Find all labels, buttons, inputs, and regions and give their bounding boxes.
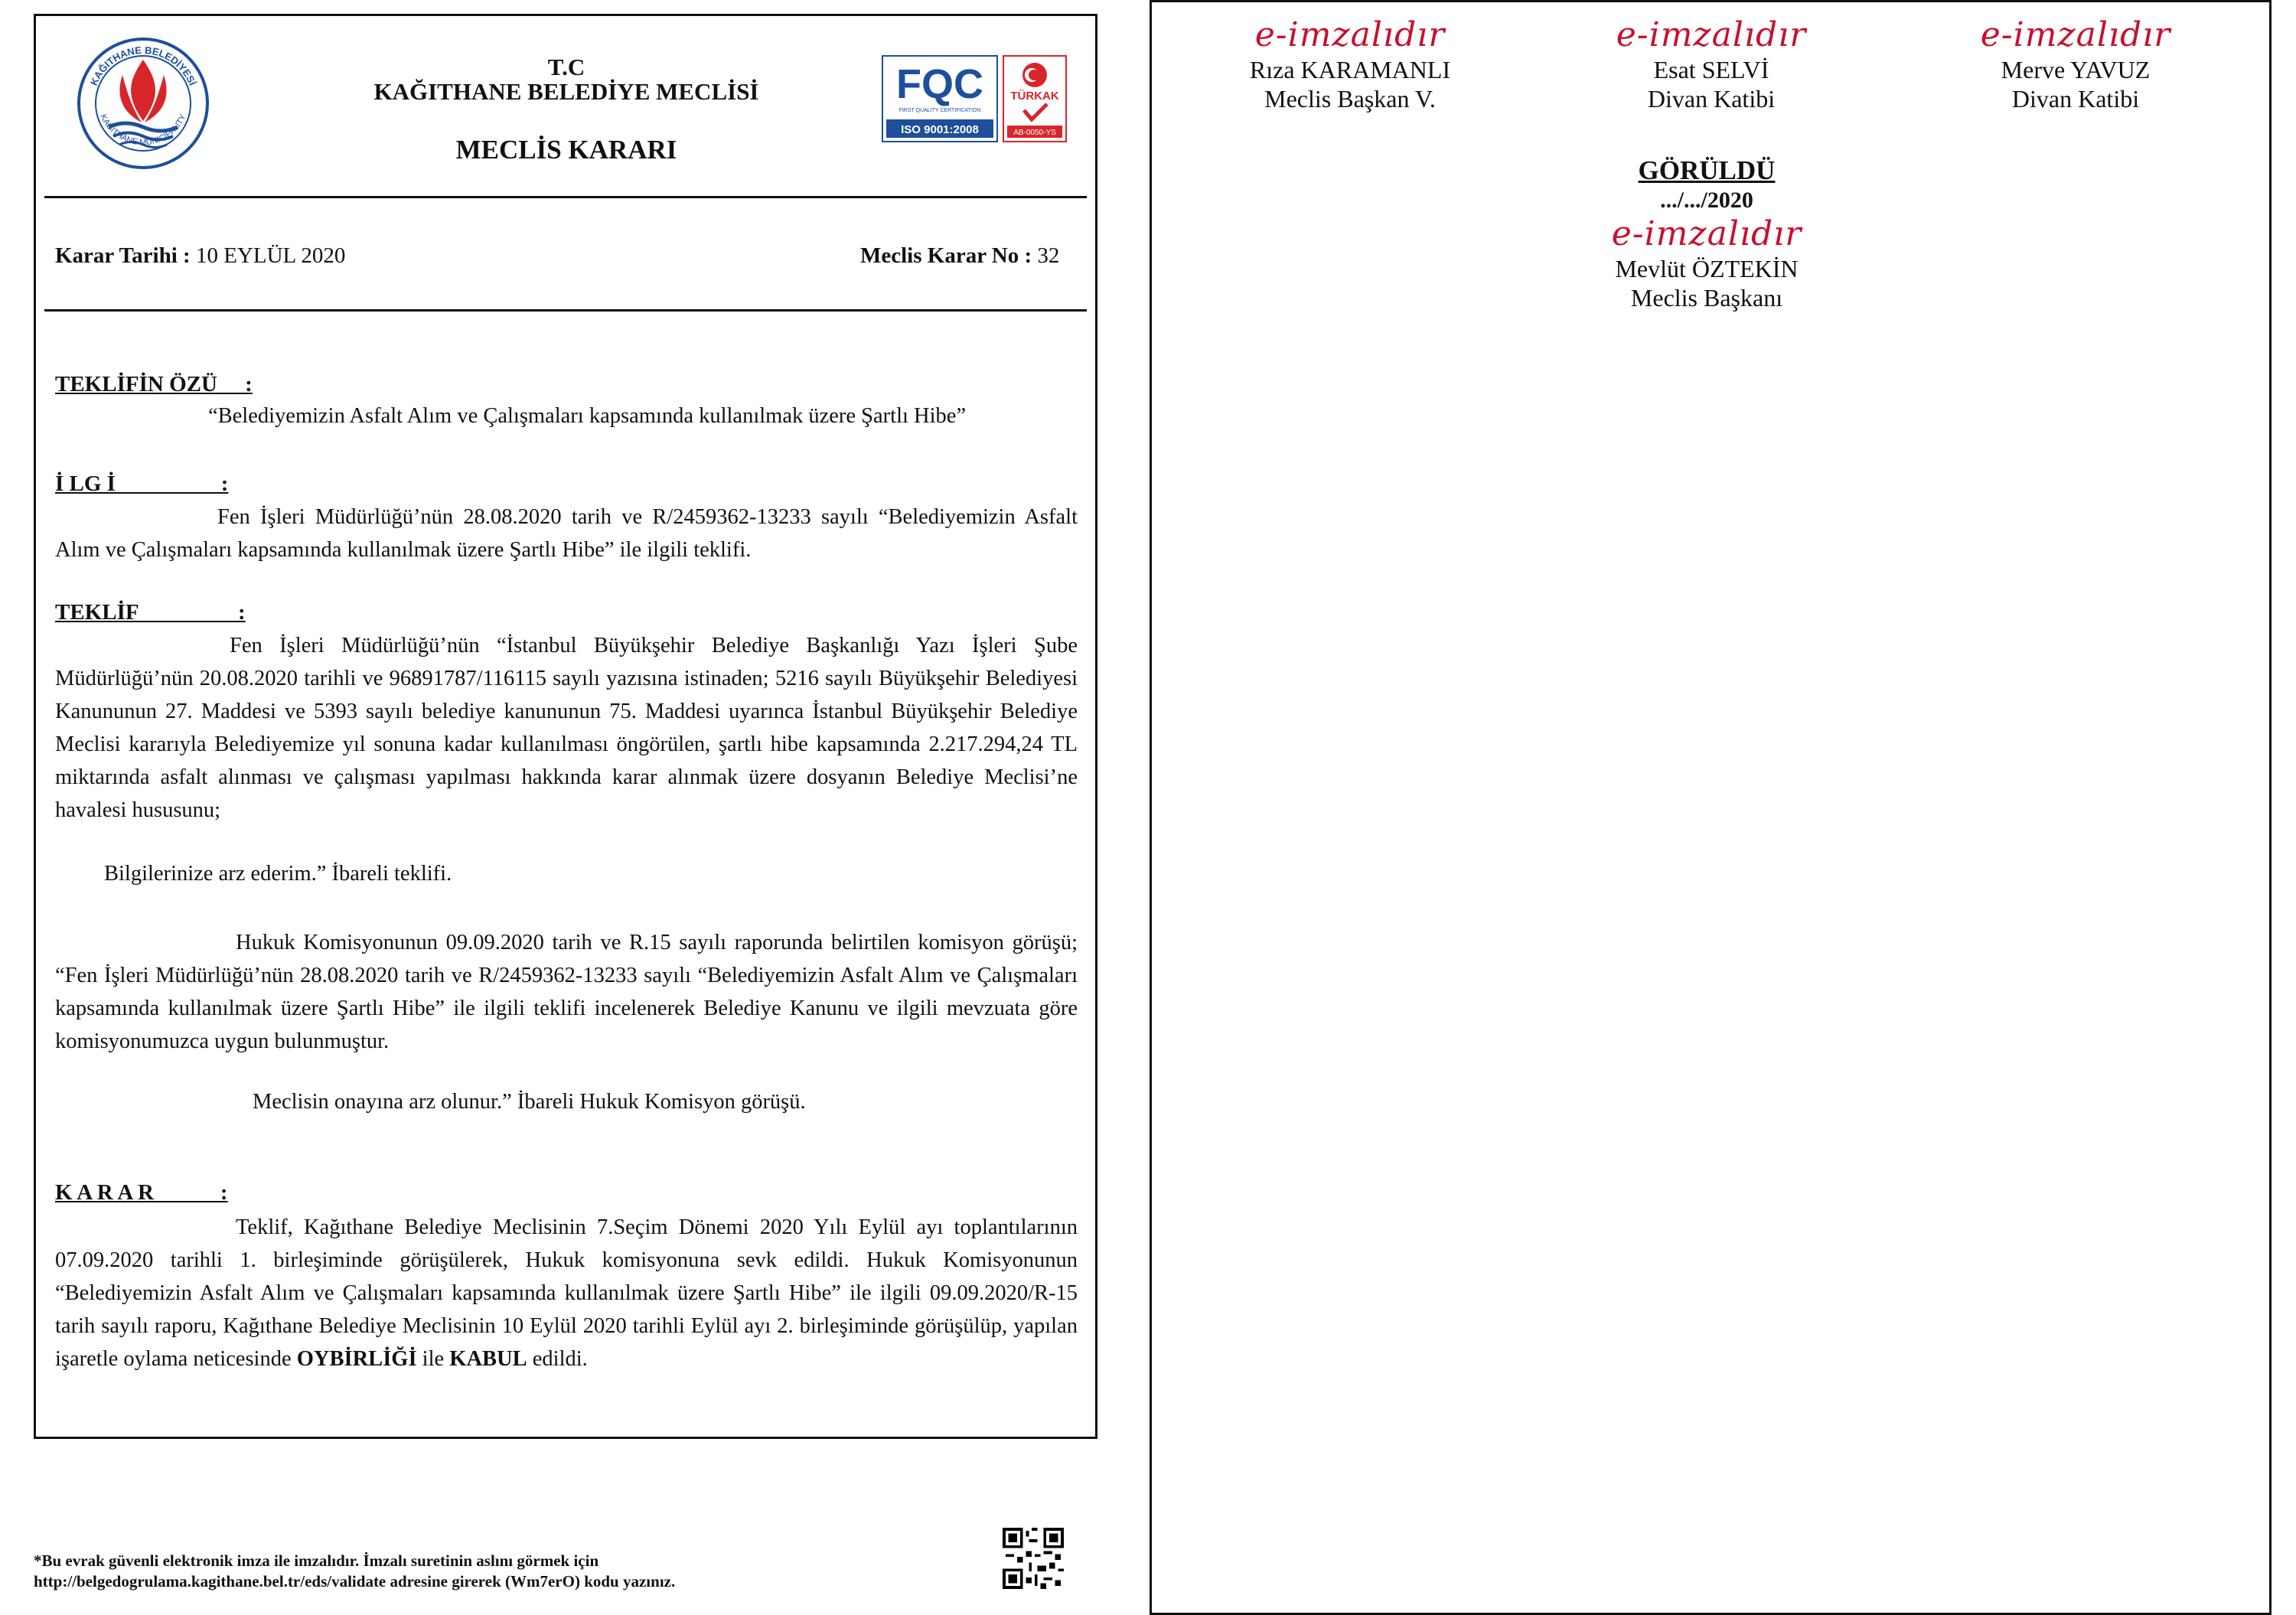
e-signature-mark: e-imzalıdır [1254, 15, 1446, 54]
footer-verification-url[interactable]: http://belgedogrulama.kagithane.bel.tr/eds/validate adresine girerek (Wm7erO) kodu yazınız. [34, 1572, 676, 1591]
seen-date: .../.../2020 [1660, 188, 1753, 213]
signer-title: Meclis Başkanı [1630, 284, 1783, 312]
reference-text: Fen İşleri Müdürlüğü’nün 28.08.2020 tarih ve R/2459362-13233 sayılı “Belediyemizin Asfalt Alım ve Çalışmaları kapsamında kullanılmak üzere Şartlı Hibe” ile ilgili teklifi. [55, 505, 1078, 562]
section-heading-karar: K A R A R : [55, 1180, 228, 1205]
footer-note-line: *Bu evrak güvenli elektronik imza ile imzalıdır. İmzalı suretinin aslını görmek için [34, 1551, 599, 1570]
commission-opinion-text: Hukuk Komisyonunun 09.09.2020 tarih ve R.15 sayılı raporunda belirtilen komisyon görüşü; “Fen İşleri Müdürlüğü’nün 28.08.2020 tarih ve R/2459362-13233 sayılı “Belediyemizin Asfalt Alım ve Çalışmaları kapsamında kullanılmak üzere Şartlı Hibe” ile ilgili teklifi incelenerek Belediye Kanunu ve ilgili mevzuata göre komisyonumuzca uygun bulunmuştur. [55, 931, 1078, 1053]
section-heading-ilgi: İ LG İ : [55, 471, 229, 496]
svg-text:ISO 9001:2008: ISO 9001:2008 [901, 123, 979, 136]
decision-accepted: KABUL [449, 1347, 527, 1371]
fqc-iso-certification-badge [882, 55, 998, 142]
decision-date-label: Karar Tarihi : [55, 243, 191, 268]
seen-title: GÖRÜLDÜ [1638, 155, 1776, 185]
decision-text [55, 1211, 1078, 1375]
turkak-accreditation-badge [1003, 55, 1067, 142]
e-signature-mark: e-imzalıdır [1980, 15, 2171, 54]
header-divider [44, 196, 1087, 198]
decision-date [55, 243, 345, 269]
decision-date-value: 10 EYLÜL 2020 [195, 243, 346, 268]
signer-name: Esat SELVİ [1653, 56, 1769, 83]
svg-text:AB-0050-YS: AB-0050-YS [1013, 129, 1056, 137]
signer-title: Divan Katibi [2011, 85, 2140, 113]
kagithane-municipality-logo [77, 37, 210, 170]
signer-name: Merve YAVUZ [2001, 56, 2151, 83]
regards-text: Bilgilerinize arz ederim.” İbareli teklifi. [104, 862, 452, 886]
e-signature-mark: e-imzalıdır [1611, 214, 1802, 253]
proposal-summary-text: “Belediyemizin Asfalt Alım ve Çalışmaları kapsamında kullanılmak üzere Şartlı Hibe” [208, 404, 967, 428]
header-decision-title: MECLİS KARARI [455, 135, 677, 165]
decision-number [860, 243, 1059, 269]
approval-request-text: Meclisin onayına arz olunur.” İbareli Hukuk Komisyon görüşü. [253, 1090, 806, 1114]
verification-qr-code [1003, 1528, 1064, 1589]
decision-body: Teklif, Kağıthane Belediye Meclisinin 7.Seçim Dönemi 2020 Yılı Eylül ayı toplantılarının 07.09.2020 tarihli 1. birleşiminde görüşülerek, Hukuk komisyonuna sevk edildi. Hukuk Komisyonunun “Belediyemizin Asfalt Alım ve Çalışmaları kapsamında kullanılmak üzere Şartlı Hibe” ile ilgili 09.09.2020/R-15 tarih sayılı raporu, Kağıthane Belediye Meclisinin 10 Eylül 2020 tarihli Eylül ayı 2. birleşiminde görüşülüp, yapılan işaretle oylama neticesinde [55, 1215, 1078, 1371]
e-signature-mark: e-imzalıdır [1616, 15, 1807, 54]
header-council-name: KAĞITHANE BELEDİYE MECLİSİ [373, 78, 759, 105]
decision-number-value: 32 [1037, 243, 1060, 268]
svg-text:KAĞITHANE BELEDİYESİ: KAĞITHANE BELEDİYESİ [87, 44, 199, 87]
header-tc: T.C [547, 54, 585, 80]
meta-divider [44, 309, 1087, 312]
section-heading-ozu: TEKLİFİN ÖZÜ : [55, 372, 253, 396]
section-heading-teklif: TEKLİF : [55, 600, 246, 625]
decision-connector: ile [416, 1347, 450, 1371]
signer-title: Meclis Başkan V. [1264, 85, 1436, 113]
e-signature-footer [34, 1551, 675, 1592]
svg-text:FQC: FQC [896, 61, 983, 107]
signer-name: Mevlüt ÖZTEKİN [1615, 255, 1799, 282]
decision-number-label: Meclis Karar No : [860, 243, 1032, 268]
decision-unanimous: OYBİRLİĞİ [296, 1347, 417, 1371]
signature-block-3 [1930, 15, 2221, 113]
proposal-text: Fen İşleri Müdürlüğü’nün “İstanbul Büyükşehir Belediye Başkanlığı Yazı İşleri Şube Müdürlüğü’nün 20.08.2020 tarihli ve 96891787/116115 sayılı yazısına istinaden; 5216 sayılı Büyükşehir Belediyesi Kanununun 27. Maddesi ve 5393 sayılı belediye kanununun 75. Maddesi uyarınca İstanbul Büyükşehir Belediye Meclisi kararıyla Belediyemize yıl sonuna kadar kullanılması öngörülen, şartlı hibe kapsamında 2.217.294,24 TL miktarında asfalt alınması ve çalışması yapılması hakkında karar alınmak üzere dosyanın Belediye Meclisi’ne havalesi hususunu; [55, 634, 1078, 822]
svg-text:FIRST QUALITY CERTIFICATION: FIRST QUALITY CERTIFICATION [899, 108, 981, 113]
signature-block-2 [1566, 15, 1857, 113]
svg-text:KAĞITHANE MUNICIPALITY: KAĞITHANE MUNICIPALITY [98, 113, 188, 148]
seen-approval-block [1515, 155, 1898, 312]
svg-text:TÜRKAK: TÜRKAK [1010, 90, 1059, 103]
signature-block-1 [1205, 15, 1495, 113]
signer-name: Rıza KARAMANLI [1249, 56, 1451, 83]
signer-title: Divan Katibi [1647, 85, 1776, 113]
decision-end: edildi. [527, 1347, 588, 1371]
